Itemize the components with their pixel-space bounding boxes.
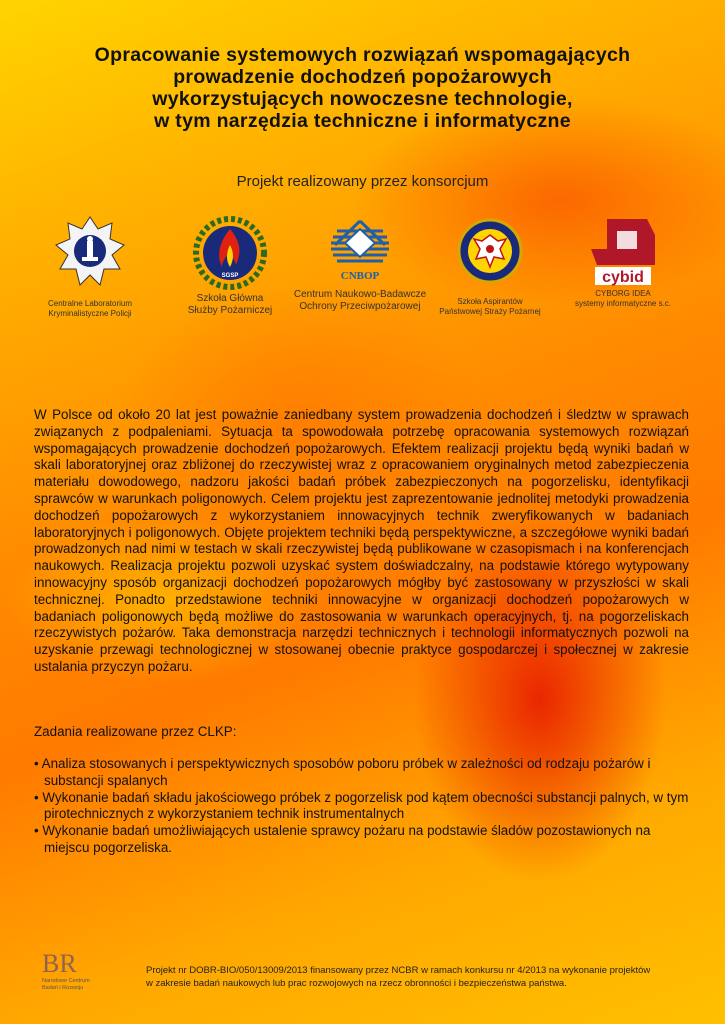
logo-clkp: Centralne Laboratorium Kryminalistyczne Policji	[15, 215, 165, 319]
tasks-list	[34, 756, 694, 857]
ncbr-logo	[38, 946, 108, 996]
consortium-subtitle: Projekt realizowany przez konsorcjum	[236, 173, 489, 190]
consortium-logos	[0, 215, 725, 325]
task-item: • Wykonanie badań umożliwiających ustalenie sprawcy pożaru na podstawie śladów pozostawionych na miejscu pogorzeliska.	[34, 823, 651, 855]
task-item: • Wykonanie badań składu jakościowego próbek z pogorzelisk pod kątem obecności substancji palnych, w tym pirotechnicznych z wykorzystaniem technik instrumentalnych	[34, 789, 689, 822]
ncbr-logo-icon	[38, 946, 108, 996]
logo-sa-psp: Szkoła Aspirantów Państwowej Straży Pożarnej	[415, 215, 565, 317]
logo-cnbop: CNBOP Centrum Naukowo-Badawcze Ochrony Przeciwpożarowej	[285, 215, 435, 313]
police-lab-emblem-icon	[54, 215, 126, 291]
title-line: w tym narzędzia techniczne i informatyczne	[154, 110, 571, 132]
task-item: • Analiza stosowanych i perspektywicznych sposobów poboru próbek w zależności od rodzaju pożarów i substancji spalanych	[34, 756, 651, 788]
svg-text:CNBOP: CNBOP	[340, 270, 380, 282]
fire-academy-eagle-icon	[454, 215, 526, 287]
svg-text:SGSP: SGSP	[221, 273, 239, 279]
svg-text:Badań i Rozwoju: Badań i Rozwoju	[42, 985, 84, 991]
svg-text:BR: BR	[42, 949, 77, 978]
svg-text:cybid: cybid	[602, 269, 644, 286]
cnbop-emblem-icon	[325, 215, 395, 283]
cybid-logo-icon	[587, 215, 659, 287]
logo-cybid: cybid CYBORG IDEA systemy informatyczne s.c.	[548, 215, 698, 309]
title-line: Opracowanie systemowych rozwiązań wspomagających	[94, 44, 631, 66]
poster-title	[40, 44, 685, 132]
title-line: wykorzystujących nowoczesne technologie,	[152, 88, 573, 110]
logo-sgsp: SGSP Szkoła Główna Służby Pożarniczej	[155, 215, 305, 317]
tasks-heading: Zadania realizowane przez CLKP:	[34, 724, 237, 739]
svg-text:Narodowe Centrum: Narodowe Centrum	[42, 978, 90, 984]
fire-school-emblem-icon	[192, 215, 268, 291]
title-line: prowadzenie dochodzeń popożarowych	[173, 66, 552, 88]
project-description: W Polsce od około 20 lat jest poważnie zaniedbany system prowadzenia dochodzeń i śledztw w sprawach związanych z podpaleniami. Sytuacja ta spowodowała potrzebę opracowania systemowych rozwiązań wspomagających prowadzenie dochodzeń popożarowych. Efektem realizacji projektu będą wyniki badań w skali laboratoryjnej oraz zbliżonej do rzeczywistej wraz z opracowaniem oryginalnych metod zabezpieczenia materiału dowodowego, nadzoru jakości badań próbek zabezpieczonych na pogorzelisku, identyfikacji sprawców w warunkach poligonowych. Celem projektu jest zaprezentowanie jednolitej metodyki prowadzenia dochodzeń popożarowych z wykorzystaniem innowacyjnych technik zweryfikowanych w badaniach laboratoryjnych i poligonowych. Objęte projektem techniki będą perspektywiczne, a szczegółowe wyniki badań prowadzonych nad nimi w testach w skali rzeczywistej będą publikowane w czasopismach i na konferencjach naukowych. Realizacja projektu pozwoli uzyskać system doświadczalny, na podstawie którego wytypowany innowacyjny sposób organizacji dochodzeń popożarowych mógłby być zastosowany w przyszłości w skali technicznej. Ponadto przedstawione techniki innowacyjne w organizacji dochodzeń popożarowych w badaniach poligonowych będą możliwe do zastosowania w warunkach operacyjnych, tj. na pogorzeliskach rzeczywistych pożarów. Taka demonstracja narzędzi technicznych i technologii informatycznych pozwoli na uzyskanie przewagi technologicznej w stosowanej obecnie praktyce gospodarczej i społecznej w zakresie ustalania przyczyn pożaru.	[34, 407, 689, 674]
funding-note: Projekt nr DOBR-BIO/050/13009/2013 finansowany przez NCBR w ramach konkursu nr 4/2013 na wykonanie projektów w zakresie badań naukowych lub prac rozwojowych na rzecz obronności i bezpieczeństwa państwa.	[146, 965, 651, 989]
